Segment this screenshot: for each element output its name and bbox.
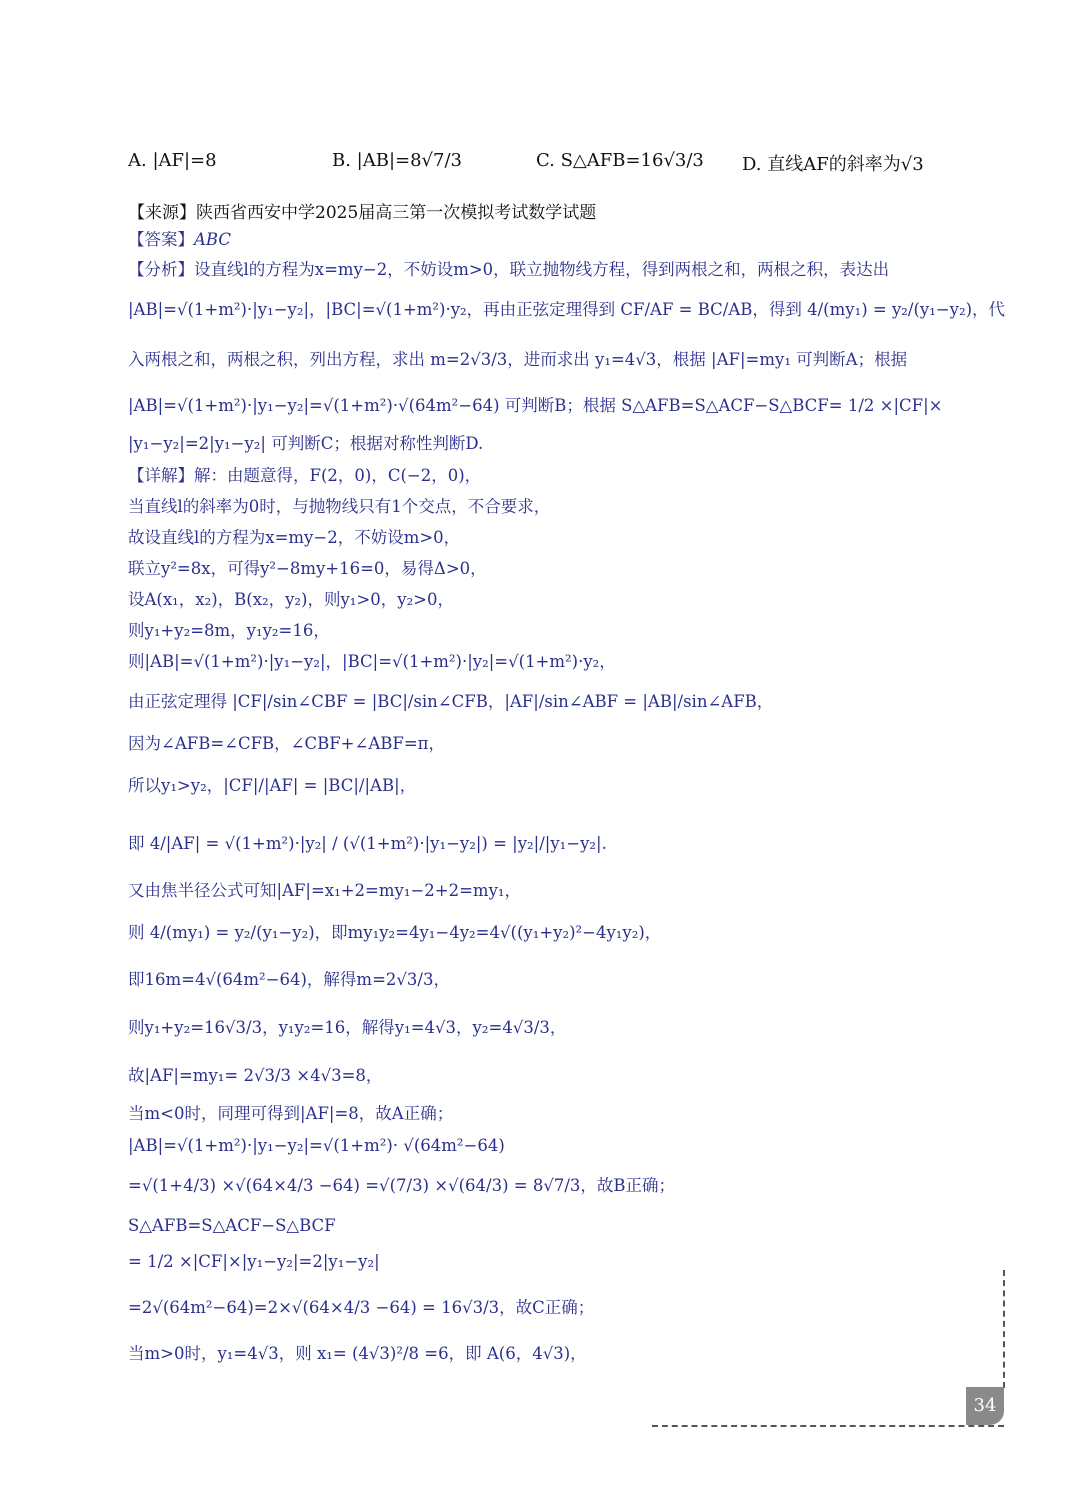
detail-line: 则y₁+y₂=8m，y₁y₂=16， [128,621,330,640]
analysis-line: |AB|=√(1+m²)·|y₁−y₂|，|BC|=√(1+m²)·y₂，再由正弦定理得到 CF/AF = BC/AB，得到 4/(my₁) = y₂/(y₁−y₂)，代 [128,300,1006,319]
detail-line: 当m>0时，y₁=4√3，则 x₁= (4√3)²/8 =6，即 A(6，4√3)， [128,1344,587,1363]
option-c: C. S△AFB=16√3/3 [536,150,704,171]
page-number: 34 [966,1387,1004,1425]
option-a: A. |AF|=8 [128,150,217,171]
detail-line: 则y₁+y₂=16√3/3，y₁y₂=16，解得y₁=4√3，y₂=4√3/3， [128,1018,567,1037]
answer-options [128,138,1008,186]
detail-line: 故设直线l的方程为x=my−2，不妨设m>0， [128,528,461,547]
analysis-line: |AB|=√(1+m²)·|y₁−y₂|=√(1+m²)·√(64m²−64) 可判断B；根据 S△AFB=S△ACF−S△BCF= 1/2 ×|CF|× [128,396,943,415]
page-corner-dashed-border-right [1003,1270,1005,1388]
answer-tag: 【答案】 [128,230,194,249]
detail-line: =√(1+4/3) ×√(64×4/3 −64) =√(7/3) ×√(64/3) = 8√7/3，故B正确； [128,1176,676,1195]
answer-line [128,228,231,252]
detail-line: S△AFB=S△ACF−S△BCF [128,1216,336,1235]
detail-line: 【详解】解：由题意得，F(2，0)，C(−2，0)， [128,466,482,485]
option-b: B. |AB|=8√7/3 [332,150,462,171]
detail-line: |AB|=√(1+m²)·|y₁−y₂|=√(1+m²)· √(64m²−64) [128,1136,505,1155]
detail-line: 即16m=4√(64m²−64)，解得m=2√3/3， [128,970,450,989]
detail-line: 则|AB|=√(1+m²)·|y₁−y₂|，|BC|=√(1+m²)·|y₂|=√(1+m²)·y₂， [128,652,616,671]
detail-line: 设A(x₁，x₂)，B(x₂，y₂)，则y₁>0，y₂>0， [128,590,455,609]
option-d: D. 直线AF的斜率为√3 [742,154,924,175]
detail-line: 联立y²=8x，可得y²−8my+16=0，易得Δ>0， [128,559,487,578]
detail-line: 当直线l的斜率为0时，与抛物线只有1个交点，不合要求， [128,497,551,516]
detail-line: 当m<0时，同理可得到|AF|=8，故A正确； [128,1104,454,1123]
detail-line: = 1/2 ×|CF|×|y₁−y₂|=2|y₁−y₂| [128,1252,380,1271]
detail-line: 因为∠AFB=∠CFB，∠CBF+∠ABF=π， [128,734,445,753]
detail-line: 即 4/|AF| = √(1+m²)·|y₂| / (√(1+m²)·|y₁−y₂|) = |y₂|/|y₁−y₂|. [128,834,607,853]
answer-value: ABC [194,230,231,249]
source-line: 【来源】陕西省西安中学2025届高三第一次模拟考试数学试题 [128,203,597,223]
detail-line: 故|AF|=my₁= 2√3/3 ×4√3=8， [128,1066,383,1085]
detail-line: 所以y₁>y₂，|CF|/|AF| = |BC|/|AB|， [128,776,417,795]
detail-line: =2√(64m²−64)=2×√(64×4/3 −64) = 16√3/3，故C正确； [128,1298,595,1317]
detail-line: 由正弦定理得 |CF|/sin∠CBF = |BC|/sin∠CFB，|AF|/sin∠ABF = |AB|/sin∠AFB， [128,692,774,711]
analysis-line: |y₁−y₂|=2|y₁−y₂| 可判断C；根据对称性判断D. [128,434,484,453]
analysis-line: 【分析】设直线l的方程为x=my−2，不妨设m>0，联立抛物线方程，得到两根之和，两根之积，表达出 [128,260,890,279]
detail-line: 则 4/(my₁) = y₂/(y₁−y₂)，即my₁y₂=4y₁−4y₂=4√((y₁+y₂)²−4y₁y₂)， [128,923,662,942]
detail-line: 又由焦半径公式可知|AF|=x₁+2=my₁−2+2=my₁， [128,881,522,900]
page-corner-dashed-border-bottom [652,1425,1004,1427]
analysis-line: 入两根之和，两根之积，列出方程，求出 m=2√3/3，进而求出 y₁=4√3，根据 |AF|=my₁ 可判断A；根据 [128,350,908,369]
